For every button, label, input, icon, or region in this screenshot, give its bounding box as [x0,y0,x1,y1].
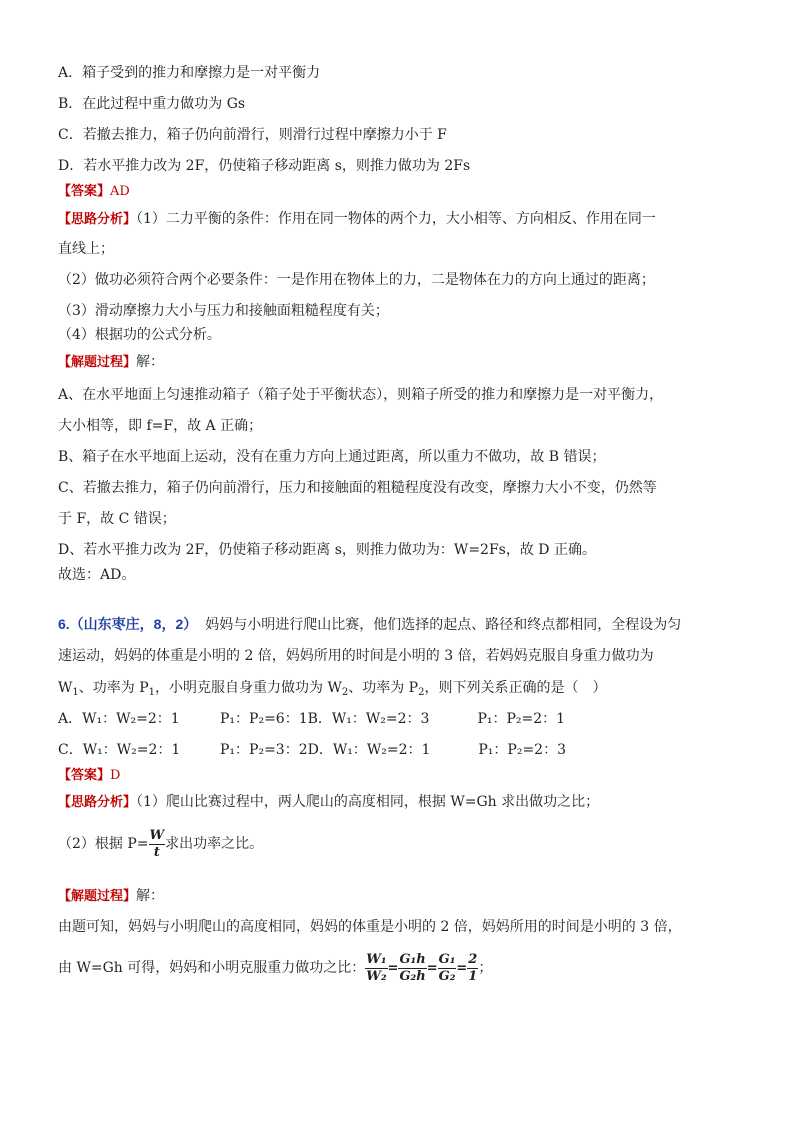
answer-value: AD [110,184,130,199]
weight-height-fraction: $\frac{\text{G₁h}}{\text{G₂h}}$ [399,951,426,984]
q5-process-c2: 于 F，故 C 错误； [58,511,176,527]
q5-analysis-line-1 [58,209,656,229]
q6-stem-line-1 [58,614,681,635]
q6-answer-line [58,765,120,786]
answer-value: D [110,768,121,783]
q6-analysis-line-2: （2）根据 P= $\frac{W}{t}$ 求出功率之比。 [58,827,264,860]
process-tag: 【解题过程】 [58,354,137,369]
question-number: 6.（山东枣庄，8，2） [58,616,198,632]
q6-option-b-power: P₁：P₂=2：1 [477,711,566,727]
q5-process-a1: A、在水平地面上匀速推动箱子（箱子处于平衡状态），则箱子所受的推力和摩擦力是一对平衡力， [58,387,664,403]
q6-stem-line-2: 速运动，妈妈的体重是小明的 2 倍，妈妈所用的时间是小明的 3 倍，若妈妈克服自身重力做功为 [58,648,654,664]
stem-text: 妈妈与小明进行爬山比赛，他们选择的起点、路径和终点都相同，全程设为匀 [205,617,682,633]
q6-option-b-work: B．W₁：W₂=2：3 [307,711,430,727]
q5-process-b: B、箱子在水平地面上运动，没有在重力方向上通过距离，所以重力不做功，故 B 错误； [58,449,606,465]
q5-answer-line [58,181,130,202]
q6-process-line-1: 由题可知，妈妈与小明爬山的高度相同，妈妈的体重是小明的 2 倍，妈妈所用的时间是小明的 3 倍， [58,919,682,935]
q5-option-c: C．若撤去推力，箱子仍向前滑行，则滑行过程中摩擦力小于 F [58,127,447,143]
analysis-tag: 【思路分析】 [58,794,137,809]
answer-tag: 【答案】 [58,183,111,198]
analysis-tag: 【思路分析】 [58,211,137,226]
q5-option-a: A．箱子受到的推力和摩擦力是一对平衡力 [58,65,321,81]
q6-process-head [58,886,164,906]
process-tag: 【解题过程】 [58,888,137,903]
q5-process-a2: 大小相等，即 f=F，故 A 正确； [58,418,263,434]
answer-tag: 【答案】 [58,767,111,782]
q6-stem-line-3: $W_1$、功率为 $P_1$，小明克服自身重力做功为 $W_2$、功率为 $P_2$，则下列关系正确的是（ ） [58,680,607,698]
q6-analysis-line-1 [58,792,599,812]
process-head-text: 解： [136,888,165,904]
q5-process-c1: C、若撤去推力，箱子仍向前滑行，压力和接触面的粗糙程度没有改变，摩擦力大小不变，仍然等 [58,480,657,496]
q5-option-b: B．在此过程中重力做功为 Gs [58,96,246,112]
q5-conclusion: 故选：AD。 [58,567,136,583]
q6-process-line-2: 由 W=Gh 可得，妈妈和小明克服重力做功之比： $\frac{\text{W₁}}{\text{W₂}}$ = $\frac{\text{G₁h}}{\text{G₂h}}$ = $\frac{\text{G₁}}{\text{G₂}}$ = $\frac{2}{1}$ ； [58,951,493,984]
q6-option-d-work: D．W₁：W₂=2：1 [307,742,431,758]
q6-option-d-power: P₁：P₂=2：3 [478,742,566,758]
analysis-text: （1）二力平衡的条件：作用在同一物体的两个力，大小相等、方向相反、作用在同一 [136,211,656,227]
q5-process-d: D、若水平推力改为 2F，仍使箱子移动距离 s，则推力做功为：W=2Fs，故 D 正确。 [58,542,596,558]
q5-analysis-line-1b: 直线上； [58,241,114,257]
q5-analysis-line-4: （4）根据功的公式分析。 [58,327,221,343]
power-formula-fraction: $\frac{W}{t}$ [149,827,165,860]
q5-process-head [58,352,164,372]
q6-option-a-power: P₁：P₂=6：1 [220,711,308,727]
q6-option-c-power: P₁：P₂=3：2 [220,742,308,758]
work-ratio-fraction: $\frac{\text{W₁}}{\text{W₂}}$ [366,951,387,984]
q6-option-c-work: C．W₁：W₂=2：1 [58,742,181,758]
q5-analysis-line-3: （3）滑动摩擦力大小与压力和接触面粗糙程度有关； [58,303,389,319]
q6-options-row-2 [58,740,566,760]
q6-option-a-work: A．W₁：W₂=2：1 [58,711,180,727]
analysis-text: （1）爬山比赛过程中，两人爬山的高度相同，根据 W=Gh 求出做功之比； [136,794,600,810]
q6-options-row-1 [58,709,565,729]
q5-option-d: D．若水平推力改为 2F，仍使箱子移动距离 s，则推力做功为 2Fs [58,158,471,174]
result-fraction: $\frac{2}{1}$ [468,951,478,984]
weight-ratio-fraction: $\frac{\text{G₁}}{\text{G₂}}$ [438,951,456,984]
q5-analysis-line-2: （2）做功必须符合两个必要条件：一是作用在物体上的力，二是物体在力的方向上通过的距离； [58,272,655,288]
process-head-text: 解： [136,354,165,370]
